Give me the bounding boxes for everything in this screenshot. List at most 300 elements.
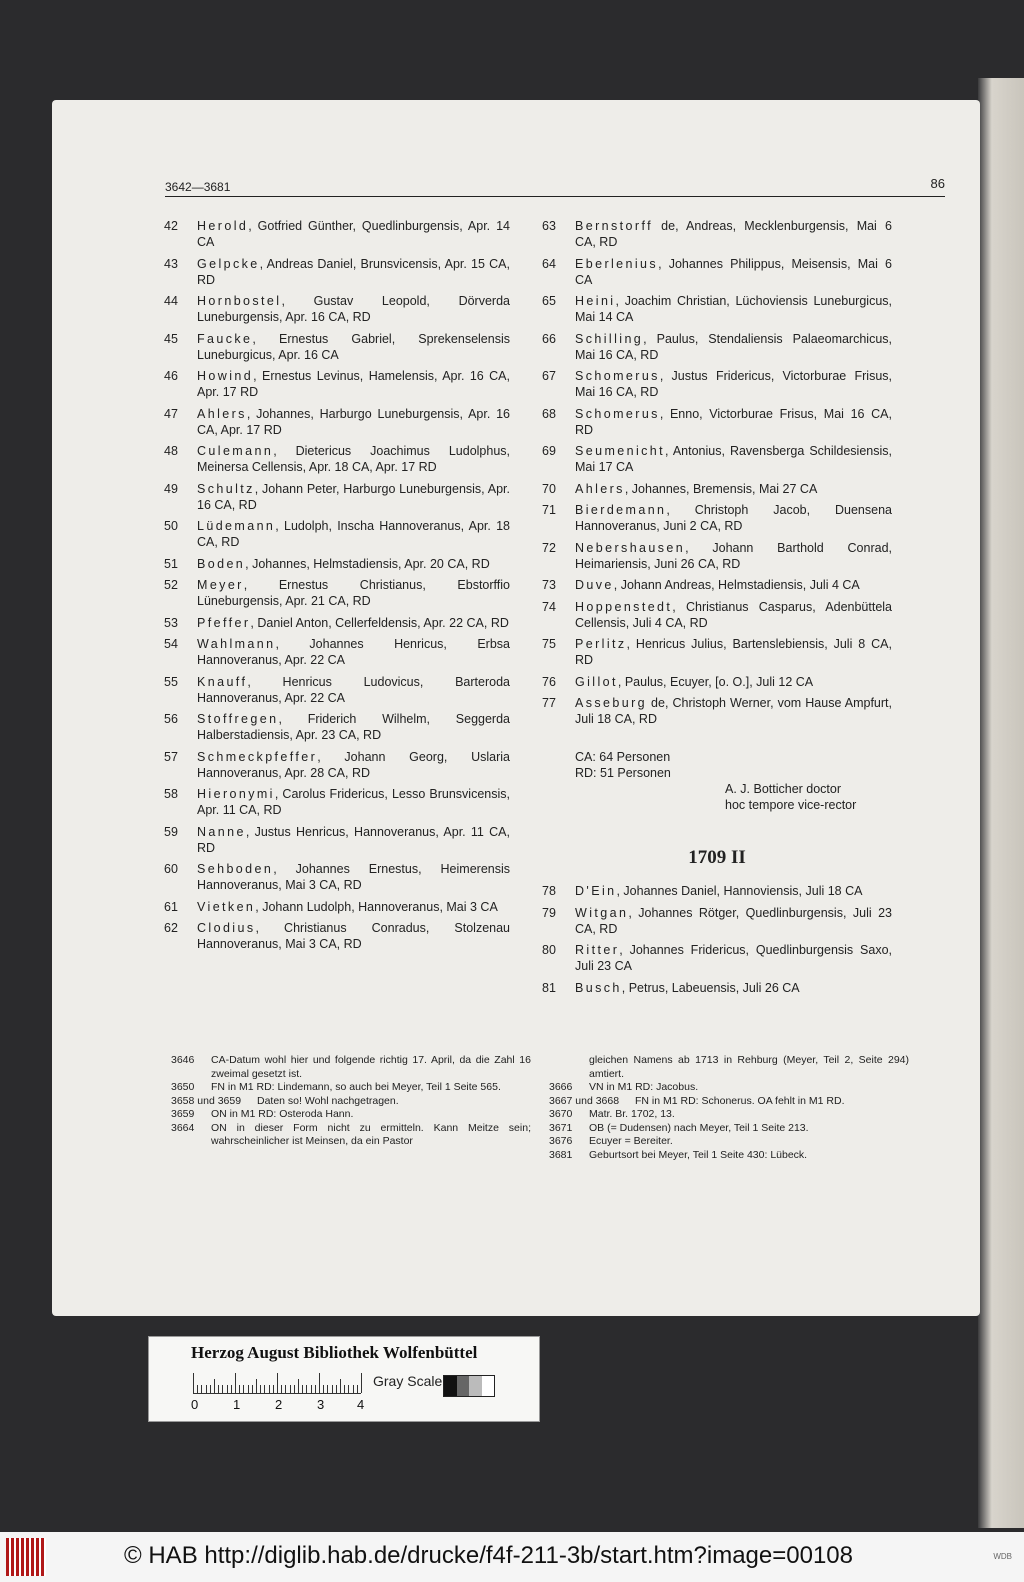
ruler-tick bbox=[218, 1385, 219, 1393]
ruler-tick bbox=[193, 1373, 194, 1393]
register-entry bbox=[542, 674, 892, 690]
ruler-tick bbox=[357, 1385, 358, 1393]
entry-text bbox=[197, 556, 510, 572]
entry-text bbox=[197, 293, 510, 325]
register-entry bbox=[542, 256, 892, 288]
ruler-tick bbox=[348, 1385, 349, 1393]
ruler-tick bbox=[273, 1385, 274, 1393]
footnote-text: Daten so! Wohl nachgetragen. bbox=[257, 1094, 399, 1107]
ruler-tick bbox=[353, 1385, 354, 1393]
entry-number: 60 bbox=[164, 862, 178, 876]
entry-details: , Dietericus Joachimus Ludolphus, Meinersa Cellensis, Apr. 18 CA, Apr. 17 RD bbox=[197, 444, 510, 474]
entry-surname: Wahlmann bbox=[197, 637, 276, 651]
register-entry bbox=[164, 824, 510, 856]
ruler-tick bbox=[327, 1385, 328, 1393]
entry-details: , Justus Henricus, Hannoveranus, Apr. 11 CA, RD bbox=[197, 824, 510, 855]
register-entry bbox=[542, 443, 892, 475]
ruler-tick bbox=[361, 1373, 362, 1393]
entry-surname: Lüdemann bbox=[197, 519, 276, 533]
entry-surname: Schmeckpfeffer bbox=[197, 749, 318, 764]
entry-details: , Christoph Jacob, Duensena Hannoveranus, Juni 2 CA, RD bbox=[575, 503, 892, 533]
register-entry bbox=[542, 905, 892, 937]
ruler-tick bbox=[311, 1385, 312, 1393]
register-entry bbox=[164, 749, 510, 781]
entry-number: 55 bbox=[164, 674, 178, 689]
ruler-tick bbox=[227, 1385, 228, 1393]
entry-details: , Ernestus Gabriel, Sprekenselensis Luneburgicus, Apr. 16 CA bbox=[197, 331, 510, 362]
entry-text bbox=[575, 577, 892, 593]
register-entry bbox=[542, 695, 892, 727]
entry-details: , Paulus, Stendaliensis Palaeomarchicus, Mai 16 CA, RD bbox=[575, 331, 892, 362]
entry-number: 53 bbox=[164, 615, 178, 630]
register-entry bbox=[164, 218, 510, 250]
footnote bbox=[549, 1149, 909, 1163]
entry-details: , Johannes Rötger, Quedlinburgensis, Juli 23 CA, RD bbox=[575, 905, 892, 936]
entry-details: , Ludolph, Inscha Hannoveranus, Apr. 18 CA, RD bbox=[197, 519, 510, 549]
footnote-text: Matr. Br. 1702, 13. bbox=[589, 1108, 675, 1120]
entry-surname: Hornbostel bbox=[197, 294, 282, 308]
entry-surname: Heini bbox=[575, 294, 616, 308]
signature-line-2: hoc tempore vice-rector bbox=[725, 798, 857, 812]
entry-text bbox=[575, 331, 892, 363]
ruler-tick bbox=[285, 1385, 286, 1393]
entry-surname: Schultz bbox=[197, 481, 255, 496]
footnote-text: VN in M1 RD: Jacobus. bbox=[589, 1081, 699, 1093]
footnote-text: CA-Datum wohl hier und folgende richtig 17. April, da die Zahl 16 zweimal gesetzt ist. bbox=[211, 1054, 531, 1080]
entry-surname: Bierdemann bbox=[575, 503, 667, 517]
entry-number: 43 bbox=[164, 256, 178, 271]
register-entry bbox=[542, 218, 892, 250]
footnote-text: Ecuyer = Bereiter. bbox=[589, 1135, 673, 1147]
entry-surname: Ritter bbox=[575, 943, 620, 957]
register-entry bbox=[542, 502, 892, 534]
entry-text bbox=[197, 636, 510, 668]
ruler-tick bbox=[243, 1385, 244, 1393]
footer-bar bbox=[0, 1532, 1024, 1582]
gray-scale-label: Gray Scale bbox=[373, 1373, 443, 1389]
ruler-tick bbox=[323, 1385, 324, 1393]
entry-number: 44 bbox=[164, 294, 178, 308]
entry-details: , Paulus, Ecuyer, [o. O.], Juli 12 CA bbox=[617, 674, 814, 689]
footnote bbox=[171, 1122, 531, 1149]
register-entry bbox=[164, 920, 510, 952]
gray-swatch bbox=[469, 1376, 482, 1396]
entry-text bbox=[197, 749, 510, 781]
entry-details: , Daniel Anton, Cellerfeldensis, Apr. 22 CA, RD bbox=[250, 615, 509, 630]
entry-number: 76 bbox=[542, 674, 556, 689]
entry-text bbox=[575, 636, 892, 668]
entry-details: , Christianus Casparus, Adenbüttela Cellensis, Juli 4 CA, RD bbox=[575, 599, 892, 630]
entry-number: 72 bbox=[542, 540, 556, 555]
entry-text bbox=[197, 256, 510, 288]
entry-text bbox=[197, 615, 510, 631]
ruler-tick bbox=[256, 1379, 257, 1393]
entry-details: , Andreas Daniel, Brunsvicensis, Apr. 15 CA, RD bbox=[197, 256, 510, 287]
register-entry bbox=[542, 331, 892, 363]
entry-number: 49 bbox=[164, 481, 178, 496]
entry-details: , Carolus Fridericus, Lesso Brunsvicensis, Apr. 11 CA, RD bbox=[197, 787, 510, 817]
register-entry bbox=[164, 615, 510, 631]
register-entry bbox=[164, 443, 510, 475]
entry-text bbox=[197, 518, 510, 550]
library-name: Herzog August Bibliothek Wolfenbüttel bbox=[191, 1343, 478, 1362]
entry-number: 67 bbox=[542, 369, 556, 383]
entry-surname: Herold bbox=[197, 219, 249, 233]
entry-text bbox=[575, 443, 892, 475]
footnote-number: 3667 und 3668 bbox=[549, 1094, 620, 1107]
ruler-tick bbox=[290, 1385, 291, 1393]
entry-text bbox=[197, 481, 510, 513]
footnote bbox=[549, 1135, 909, 1149]
entry-text bbox=[197, 368, 510, 400]
gray-scale-swatches bbox=[443, 1375, 495, 1397]
entry-surname: Busch bbox=[575, 980, 622, 995]
register-entry bbox=[164, 786, 510, 818]
entry-number: 62 bbox=[164, 921, 178, 935]
footnote bbox=[171, 1108, 531, 1122]
entry-surname: Sehboden bbox=[197, 862, 274, 876]
footnote-number: 3670 bbox=[549, 1108, 573, 1120]
entry-details: , Joachim Christian, Lüchoviensis Luneburgicus, Mai 14 CA bbox=[575, 294, 892, 324]
entry-surname: Boden bbox=[197, 556, 246, 571]
entry-number: 54 bbox=[164, 637, 178, 651]
entry-text bbox=[575, 502, 892, 534]
ruler-label: 3 bbox=[317, 1397, 325, 1412]
ruler-tick bbox=[214, 1379, 215, 1393]
ruler-tick bbox=[252, 1385, 253, 1393]
ruler-tick bbox=[319, 1373, 320, 1393]
entry-number: 61 bbox=[164, 899, 178, 914]
ruler-tick bbox=[210, 1385, 211, 1393]
entry-number: 50 bbox=[164, 519, 178, 533]
entry-number: 59 bbox=[164, 824, 178, 839]
entry-surname: Bernstorff bbox=[575, 219, 653, 233]
entry-surname: Hoppenstedt bbox=[575, 599, 673, 614]
entry-number: 80 bbox=[542, 943, 556, 957]
register-entry bbox=[542, 980, 892, 996]
entry-details: , Justus Fridericus, Victorburae Frisus, Mai 16 CA, RD bbox=[575, 369, 892, 399]
ruler-tick bbox=[239, 1385, 240, 1393]
register-entry bbox=[164, 368, 510, 400]
entry-details: , Johannes, Harburgo Luneburgensis, Apr. 16 CA, Apr. 17 RD bbox=[197, 406, 510, 437]
ruler-tick bbox=[248, 1385, 249, 1393]
entry-text bbox=[575, 599, 892, 631]
footnote bbox=[549, 1108, 909, 1122]
entry-details: , Johann Georg, Uslaria Hannoveranus, Apr. 28 CA, RD bbox=[197, 749, 510, 780]
ruler-tick bbox=[277, 1373, 278, 1393]
entry-number: 77 bbox=[542, 696, 556, 710]
entry-number: 69 bbox=[542, 444, 556, 458]
footnote bbox=[549, 1122, 909, 1136]
register-entry bbox=[164, 481, 510, 513]
entry-number: 71 bbox=[542, 503, 556, 517]
footer-mark: WDB bbox=[993, 1552, 1012, 1561]
entry-details: , Ernestus Levinus, Hamelensis, Apr. 16 CA, Apr. 17 RD bbox=[197, 369, 510, 399]
footnote-text: OB (= Dudensen) nach Meyer, Teil 1 Seite 213. bbox=[589, 1121, 809, 1134]
gray-swatch bbox=[444, 1376, 457, 1396]
entry-details: de, Christoph Werner, vom Hause Ampfurt, Juli 18 CA, RD bbox=[575, 696, 892, 726]
ruler-tick bbox=[294, 1385, 295, 1393]
footnote-number: 3650 bbox=[171, 1081, 195, 1093]
footnote-continuation: gleichen Namens ab 1713 in Rehburg (Meyer, Teil 2, Seite 294) amtiert. bbox=[589, 1054, 909, 1080]
footnotes-left bbox=[171, 1054, 531, 1149]
ruler-tick bbox=[231, 1385, 232, 1393]
entry-text bbox=[575, 218, 892, 250]
gray-swatch bbox=[482, 1376, 495, 1396]
entry-text bbox=[575, 293, 892, 325]
entry-surname: Clodius bbox=[197, 921, 256, 935]
entry-surname: Witgan bbox=[575, 905, 629, 920]
entry-text bbox=[197, 443, 510, 475]
entry-number: 81 bbox=[542, 980, 556, 995]
entry-number: 51 bbox=[164, 556, 178, 571]
entry-details: , Johannes Fridericus, Quedlinburgensis Saxo, Juli 23 CA bbox=[575, 943, 892, 973]
ruler-tick bbox=[315, 1385, 316, 1393]
footnote-number: 3659 bbox=[171, 1108, 195, 1120]
entry-text bbox=[575, 368, 892, 400]
entry-number: 73 bbox=[542, 578, 556, 592]
footnote-number: 3664 bbox=[171, 1121, 195, 1134]
entry-text bbox=[197, 218, 510, 250]
entry-details: , Henricus Julius, Bartenslebiensis, Juli 8 CA, RD bbox=[575, 637, 892, 667]
entry-number: 74 bbox=[542, 599, 556, 614]
footnote-number: 3671 bbox=[549, 1121, 573, 1134]
entry-text bbox=[197, 406, 510, 438]
entry-number: 57 bbox=[164, 749, 178, 764]
footnote bbox=[549, 1095, 909, 1109]
footnote-text: FN in M1 RD: Lindemann, so auch bei Meyer, Teil 1 Seite 565. bbox=[211, 1081, 501, 1093]
footnote bbox=[549, 1081, 909, 1095]
entry-details: de, Andreas, Mecklenburgensis, Mai 6 CA, RD bbox=[575, 219, 892, 249]
footnote-text: Geburtsort bei Meyer, Teil 1 Seite 430: Lübeck. bbox=[589, 1148, 808, 1161]
entry-surname: Gillot bbox=[575, 674, 618, 689]
register-entry bbox=[542, 942, 892, 974]
entry-details: , Antonius, Ravensberga Schildesiensis, Mai 17 CA bbox=[575, 444, 892, 474]
ruler-tick bbox=[302, 1385, 303, 1393]
entry-number: 79 bbox=[542, 905, 556, 920]
entry-number: 47 bbox=[164, 406, 178, 421]
register-entry bbox=[542, 540, 892, 572]
document-page bbox=[52, 100, 980, 1316]
entry-details: , Friderich Wilhelm, Seggerda Halberstadiensis, Apr. 23 CA, RD bbox=[197, 712, 510, 742]
entry-text bbox=[575, 942, 892, 974]
totals bbox=[575, 749, 892, 781]
entry-number: 65 bbox=[542, 294, 556, 308]
entry-number: 45 bbox=[164, 331, 178, 346]
signature bbox=[725, 781, 892, 813]
entry-text bbox=[197, 786, 510, 818]
entry-details: , Johannes, Helmstadiensis, Apr. 20 CA, RD bbox=[245, 556, 490, 571]
page-header bbox=[165, 172, 945, 197]
entry-text bbox=[197, 899, 510, 915]
ruler bbox=[193, 1371, 361, 1394]
entry-details: , Johannes Daniel, Hannoviensis, Juli 18 CA bbox=[616, 884, 863, 898]
section-title: 1709 II bbox=[688, 847, 746, 868]
entry-number: 64 bbox=[542, 256, 556, 271]
ruler-tick bbox=[197, 1385, 198, 1393]
entry-number: 70 bbox=[542, 481, 556, 496]
entry-text bbox=[197, 920, 510, 952]
entry-surname: Duve bbox=[575, 578, 614, 592]
register-entry bbox=[164, 577, 510, 609]
ruler-label: 0 bbox=[191, 1397, 199, 1412]
entry-surname: Howind bbox=[197, 369, 254, 383]
entry-number: 46 bbox=[164, 369, 178, 383]
entry-surname: Pfeffer bbox=[197, 615, 251, 630]
total-rd: RD: 51 Personen bbox=[575, 766, 671, 780]
entry-details: , Ernestus Christianus, Ebstorffio Lüneburgensis, Apr. 21 CA, RD bbox=[197, 578, 510, 608]
footnote bbox=[171, 1081, 531, 1095]
footnote-number: 3676 bbox=[549, 1135, 573, 1147]
entry-text bbox=[575, 481, 892, 497]
ruler-tick bbox=[332, 1385, 333, 1393]
entry-text bbox=[575, 406, 892, 438]
entry-text bbox=[575, 695, 892, 727]
total-ca: CA: 64 Personen bbox=[575, 750, 671, 764]
footnote-text: ON in dieser Form nicht zu ermitteln. Kann Meitze sein; wahrscheinlicher ist Meinsen, da ein Pastor bbox=[211, 1121, 531, 1147]
register-entry bbox=[164, 293, 510, 325]
entry-surname: Vietken bbox=[197, 899, 256, 914]
entry-details: , Gustav Leopold, Dörverda Luneburgensis, Apr. 16 CA, RD bbox=[197, 294, 510, 324]
ruler-tick bbox=[222, 1385, 223, 1393]
entry-surname: Stoffregen bbox=[197, 712, 279, 726]
entry-details: , Johann Andreas, Helmstadiensis, Juli 4 CA bbox=[613, 578, 860, 592]
entry-surname: D'Ein bbox=[575, 884, 617, 898]
register-entry bbox=[164, 899, 510, 915]
entry-details: , Johannes, Bremensis, Mai 27 CA bbox=[624, 481, 818, 496]
entry-surname: Nanne bbox=[197, 824, 246, 839]
hab-logo-icon bbox=[6, 1538, 46, 1576]
ruler-tick bbox=[260, 1385, 261, 1393]
entry-number: 42 bbox=[164, 219, 178, 233]
entry-number: 56 bbox=[164, 712, 178, 726]
entry-surname: Ahlers bbox=[575, 481, 625, 496]
entry-text bbox=[575, 980, 892, 996]
entry-surname: Hieronymi bbox=[197, 787, 275, 801]
entry-text bbox=[575, 883, 892, 899]
entry-surname: Perlitz bbox=[575, 637, 627, 651]
register-entry bbox=[164, 636, 510, 668]
footnote-number: 3658 und 3659 bbox=[171, 1094, 242, 1107]
ruler-tick bbox=[264, 1385, 265, 1393]
ruler-tick bbox=[269, 1385, 270, 1393]
ruler-tick bbox=[306, 1385, 307, 1393]
adjacent-page-edge bbox=[978, 78, 1024, 1528]
copyright-url[interactable]: © HAB http://diglib.hab.de/drucke/f4f-211-3b/start.htm?image=00108 bbox=[124, 1542, 853, 1569]
entry-text bbox=[197, 711, 510, 743]
entry-details: , Johann Ludolph, Hannoveranus, Mai 3 CA bbox=[255, 899, 498, 914]
footnote bbox=[171, 1095, 531, 1109]
entry-number: 66 bbox=[542, 331, 556, 346]
entry-range: 3642—3681 bbox=[165, 180, 231, 194]
ruler-tick bbox=[298, 1379, 299, 1393]
register-entry bbox=[164, 711, 510, 743]
entry-text bbox=[575, 540, 892, 572]
entry-surname: Knauff bbox=[197, 674, 248, 689]
entry-text bbox=[575, 674, 892, 690]
entry-text bbox=[197, 577, 510, 609]
ruler-tick bbox=[344, 1385, 345, 1393]
entry-text bbox=[575, 905, 892, 937]
entry-number: 68 bbox=[542, 406, 556, 421]
ruler-tick bbox=[235, 1373, 236, 1393]
ruler-tick bbox=[201, 1385, 202, 1393]
register-entry bbox=[164, 518, 510, 550]
ruler-label: 2 bbox=[275, 1397, 283, 1412]
entry-surname: Ahlers bbox=[197, 406, 247, 421]
register-entry bbox=[164, 406, 510, 438]
entry-number: 52 bbox=[164, 578, 178, 592]
entry-details: , Enno, Victorburae Frisus, Mai 16 CA, RD bbox=[575, 406, 892, 437]
register-entry bbox=[542, 577, 892, 593]
entry-details: , Christianus Conradus, Stolzenau Hannoveranus, Mai 3 CA, RD bbox=[197, 921, 510, 951]
footnotes-right bbox=[549, 1054, 909, 1162]
entry-surname: Gelpcke bbox=[197, 256, 260, 271]
entry-surname: Culemann bbox=[197, 444, 274, 458]
signature-line-1: A. J. Botticher doctor bbox=[725, 782, 842, 796]
entry-text bbox=[197, 331, 510, 363]
entry-text bbox=[197, 824, 510, 856]
register-entry bbox=[164, 256, 510, 288]
entry-surname: Nebershausen bbox=[575, 540, 686, 555]
entry-number: 48 bbox=[164, 444, 178, 458]
entry-details: , Johann Peter, Harburgo Luneburgensis, Apr. 16 CA, RD bbox=[197, 481, 510, 512]
entry-details: , Johannes Henricus, Erbsa Hannoveranus, Apr. 22 CA bbox=[197, 637, 510, 667]
entry-number: 63 bbox=[542, 219, 556, 233]
entry-text bbox=[197, 861, 510, 893]
ruler-label: 1 bbox=[233, 1397, 241, 1412]
ruler-tick bbox=[206, 1385, 207, 1393]
entry-number: 58 bbox=[164, 787, 178, 801]
register-entry bbox=[164, 331, 510, 363]
ruler-tick bbox=[281, 1385, 282, 1393]
register-entry bbox=[164, 674, 510, 706]
gray-swatch bbox=[457, 1376, 470, 1396]
entry-surname: Asseburg bbox=[575, 696, 648, 710]
entry-details: , Gotfried Günther, Quedlinburgensis, Apr. 14 CA bbox=[197, 219, 510, 249]
right-column bbox=[542, 218, 892, 1001]
entry-surname: Faucke bbox=[197, 331, 253, 346]
entry-surname: Schomerus bbox=[575, 406, 660, 421]
footnote-number: 3681 bbox=[549, 1148, 573, 1161]
entry-text bbox=[575, 256, 892, 288]
ruler-tick bbox=[340, 1379, 341, 1393]
entry-number: 78 bbox=[542, 884, 556, 898]
register-entry bbox=[542, 883, 892, 899]
register-entry bbox=[542, 599, 892, 631]
entry-surname: Eberlenius bbox=[575, 256, 659, 271]
register-entry bbox=[164, 556, 510, 572]
entry-details: , Johann Barthold Conrad, Heimariensis, Juni 26 CA, RD bbox=[575, 540, 892, 571]
register-entry bbox=[542, 481, 892, 497]
footnote-text: ON in M1 RD: Osteroda Hann. bbox=[211, 1108, 354, 1120]
register-entry bbox=[164, 861, 510, 893]
left-column bbox=[164, 218, 510, 958]
footnote-text: FN in M1 RD: Schonerus. OA fehlt in M1 RD. bbox=[635, 1094, 845, 1107]
entry-details: , Johannes Philippus, Meisensis, Mai 6 CA bbox=[575, 256, 892, 287]
entry-surname: Schomerus bbox=[575, 369, 660, 383]
register-entry bbox=[542, 406, 892, 438]
entry-details: , Petrus, Labeuensis, Juli 26 CA bbox=[621, 980, 800, 995]
library-scale-card bbox=[148, 1336, 540, 1422]
entry-details: , Henricus Ludovicus, Barteroda Hannoveranus, Apr. 22 CA bbox=[197, 674, 510, 705]
entry-surname: Meyer bbox=[197, 578, 244, 592]
entry-surname: Seumenicht bbox=[575, 444, 666, 458]
register-entry bbox=[542, 293, 892, 325]
page-number: 86 bbox=[930, 176, 945, 191]
register-entry bbox=[542, 368, 892, 400]
entry-details: , Johannes Ernestus, Heimerensis Hannoveranus, Mai 3 CA, RD bbox=[197, 862, 510, 892]
